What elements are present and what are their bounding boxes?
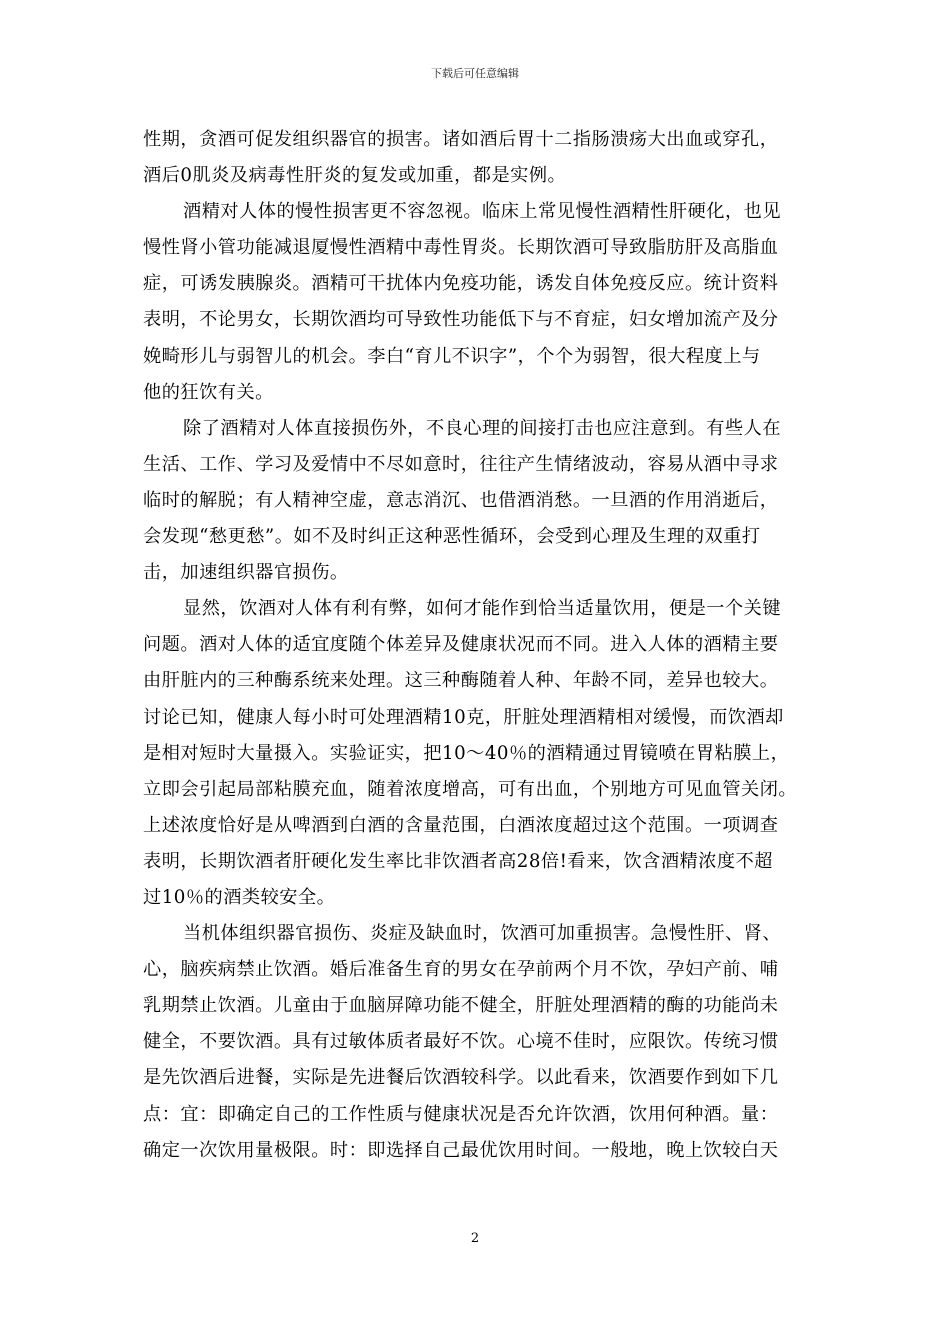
text-line: 慢性肾小管功能减退厦慢性酒精中毒性胃炎。长期饮酒可导致脂肪肝及高脂血 bbox=[143, 237, 779, 259]
text-line: 上述浓度恰好是从啤酒到白酒的含量范围，白酒浓度超过这个范围。一项调查 bbox=[143, 814, 779, 836]
text-line: 问题。酒对人体的适宜度随个体差异及健康状况而不同。进入人体的酒精主要 bbox=[143, 634, 779, 656]
text-line: 性期，贪酒可促发组织器官的损害。诸如酒后胃十二指肠溃疡大出血或穿孔， bbox=[143, 129, 779, 150]
text-line: 讨论已知，健康人每小时可处理酒精10克，肝脏处理酒精相对缓慢，而饮酒却 bbox=[143, 706, 784, 728]
paragraph-start-line: 酒精对人体的慢性损害更不容忽视。临床上常见慢性酒精性肝硬化，也见 bbox=[183, 201, 782, 223]
paragraph-start-line: 除了酒精对人体直接损伤外，不良心理的间接打击也应注意到。有些人在 bbox=[183, 417, 782, 439]
text-line: 症，可诱发胰腺炎。酒精可干扰体内免疫功能，诱发自体免疫反应。统计资料 bbox=[143, 273, 779, 295]
text-line: 会发现“愁更愁”。如不及时纠正这种恶性循环，会受到心理及生理的双重打 bbox=[143, 526, 761, 548]
text-line: 临时的解脱；有人精神空虚，意志消沉、也借酒消愁。一旦酒的作用消逝后， bbox=[143, 489, 779, 511]
text-line: 乳期禁止饮酒。儿童由于血脑屏障功能不健全，肝脏处理酒精的酶的功能尚未 bbox=[143, 995, 779, 1017]
text-line: 心，脑疾病禁止饮酒。婚后准备生育的男女在孕前两个月不饮，孕妇产前、哺 bbox=[143, 959, 779, 981]
paragraph-start-line: 当机体组织器官损伤、炎症及缺血时，饮酒可加重损害。急慢性肝、肾、 bbox=[183, 923, 782, 945]
page-header: 下载后可任意编辑 bbox=[431, 67, 519, 80]
page-number: 2 bbox=[470, 1231, 480, 1246]
text-line: 击，加速组织器官损伤。 bbox=[143, 562, 349, 584]
text-line: 是先饮酒后进餐，实际是先进餐后饮酒较科学。以此看来，饮酒要作到如下几 bbox=[143, 1067, 779, 1089]
text-line: 生活、工作、学习及爱情中不尽如意时，往往产生情绪波动，容易从酒中寻求 bbox=[143, 453, 779, 475]
text-line: 酒后0肌炎及病毒性肝炎的复发或加重，都是实例。 bbox=[143, 165, 567, 187]
paragraph-start-line: 显然，饮酒对人体有利有弊，如何才能作到恰当适量饮用，便是一个关键 bbox=[183, 598, 782, 620]
text-line: 过10％的酒类较安全。 bbox=[143, 886, 336, 908]
text-line: 立即会引起局部粘膜充血，随着浓度增高，可有出血，个别地方可见血管关闭。 bbox=[143, 778, 798, 800]
text-line: 他的狂饮有关。 bbox=[143, 381, 274, 403]
text-line: 由肝脏内的三种酶系统来处理。这三种酶随着人种、年龄不同，差异也较大。 bbox=[143, 670, 779, 692]
text-line: 是相对短时大量摄入。实验证实，把10～40％的酒精通过胃镜喷在胃粘膜上， bbox=[143, 742, 790, 764]
text-line: 点：宜：即确定自己的工作性质与健康状况是否允许饮酒，饮用何种酒。量： bbox=[143, 1103, 779, 1125]
text-line: 表明，长期饮酒者肝硬化发生率比非饮酒者高28倍!看来，饮含酒精浓度不超 bbox=[143, 850, 773, 872]
text-line: 娩畸形儿与弱智儿的机会。李白“育儿不识字”，个个为弱智，很大程度上与 bbox=[143, 345, 761, 367]
text-line: 确定一次饮用量极限。时：即选择自己最优饮用时间。一般地，晚上饮较白天 bbox=[143, 1139, 779, 1161]
text-line: 表明，不论男女，长期饮酒均可导致性功能低下与不育症，妇女增加流产及分 bbox=[143, 309, 779, 331]
document-body bbox=[143, 122, 813, 1169]
text-line: 健全，不要饮酒。具有过敏体质者最好不饮。心境不佳时，应限饮。传统习惯 bbox=[143, 1031, 779, 1053]
